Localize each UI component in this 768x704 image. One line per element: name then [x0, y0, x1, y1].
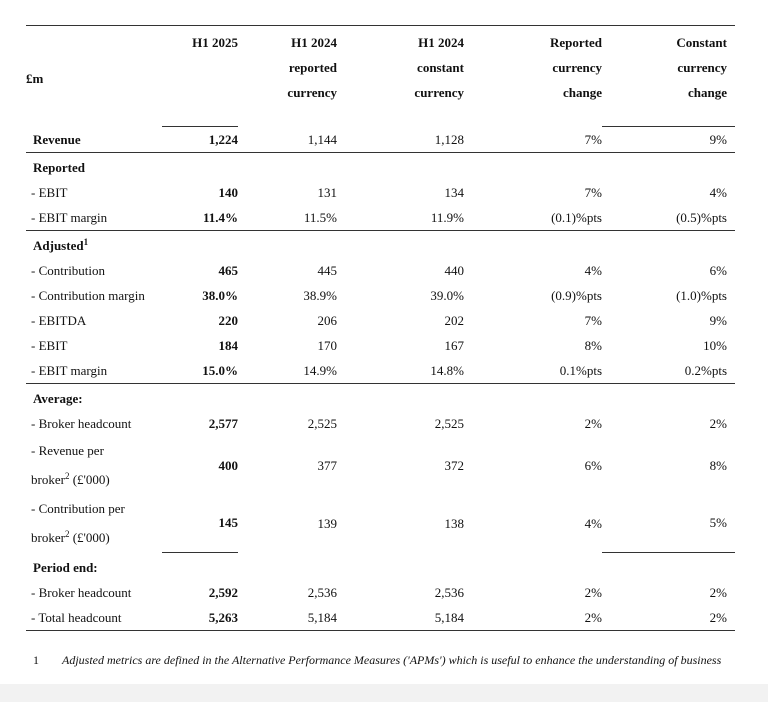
cell-reported-change: 7% — [584, 313, 602, 328]
table-row-ebitda — [26, 308, 735, 333]
cell-h1-2024-constant: 2,525 — [434, 416, 464, 431]
cell-h1-2024-reported: 1,144 — [238, 127, 337, 153]
cell-constant-change: 6% — [709, 263, 727, 278]
footnote-marker: 1 — [83, 237, 89, 247]
section-heading-average: Average: — [33, 391, 83, 406]
cell-reported-change: 4% — [584, 263, 602, 278]
cell-constant-change: 2% — [709, 584, 727, 600]
cell-constant-change: 8% — [709, 457, 727, 473]
cell-h1-2024-constant: 11.9% — [337, 205, 464, 231]
cell-h1-2024-reported: 377 — [317, 457, 337, 473]
col-header-h1-2025: H1 2025 — [162, 26, 238, 127]
cell-h1-2024-constant: 167 — [444, 338, 464, 353]
row-label: - Total headcount — [26, 605, 162, 631]
cell-constant-change: (0.5)%pts — [602, 205, 735, 231]
row-label: - EBIT — [31, 338, 68, 353]
cell-h1-2024-constant: 134 — [444, 185, 464, 200]
footnote-marker: 2 — [64, 529, 70, 539]
table-row-period-end-broker-headcount — [26, 580, 735, 605]
row-label: - EBITDA — [31, 313, 87, 328]
cell-reported-change: 6% — [584, 457, 602, 473]
cell-reported-change: 2% — [584, 584, 602, 600]
financial-summary-table — [26, 25, 735, 631]
table-row-reported-ebit — [26, 180, 735, 205]
cell-h1-2024-reported: 14.9% — [238, 358, 337, 384]
cell-h1-2025: 2,592 — [208, 584, 238, 600]
cell-h1-2024-constant: 39.0% — [430, 288, 464, 303]
cell-reported-change: 8% — [584, 338, 602, 353]
col-header-constant-change: Constant currency change — [602, 26, 735, 127]
cell-reported-change: 2% — [584, 416, 602, 431]
row-label: - EBIT margin — [26, 358, 162, 384]
table-row-contribution — [26, 258, 735, 283]
table-header-row — [26, 26, 735, 127]
cell-constant-change: (1.0)%pts — [676, 288, 727, 303]
cell-h1-2025: 145 — [162, 494, 238, 552]
cell-h1-2024-constant: 1,128 — [337, 127, 464, 153]
section-heading-adjusted: Adjusted$^1$ — [33, 237, 89, 253]
cell-h1-2025: 140 — [218, 185, 238, 200]
cell-h1-2024-reported: 2,536 — [307, 584, 337, 600]
cell-constant-change: 10% — [703, 338, 727, 353]
cell-h1-2024-reported: 131 — [317, 185, 337, 200]
cell-h1-2024-reported: 170 — [317, 338, 337, 353]
cell-constant-change: 9% — [709, 313, 727, 328]
cell-h1-2024-constant: 440 — [444, 263, 464, 278]
col-header-h1-2024-reported: H1 2024 reported currency — [238, 26, 337, 127]
cell-h1-2024-constant: 372 — [444, 457, 464, 473]
row-label: - Broker headcount — [31, 584, 132, 600]
cell-h1-2024-constant: 2,536 — [434, 584, 464, 600]
cell-reported-change: 4% — [584, 515, 602, 531]
row-label: - Contribution — [31, 263, 106, 278]
cell-h1-2024-constant: 138 — [444, 515, 464, 531]
table-row-contribution-margin — [26, 283, 735, 308]
section-heading-period-end: Period end: — [33, 559, 98, 575]
footnote-number: 1 — [33, 653, 39, 667]
table-row-reported-ebit-margin — [26, 205, 735, 231]
footnote-marker: 2 — [64, 471, 70, 481]
cell-constant-change: 0.2%pts — [602, 358, 735, 384]
row-label: - Contribution per broker$^2$ (£'000) — [31, 501, 125, 545]
cell-h1-2024-reported: 206 — [317, 313, 337, 328]
cell-constant-change: 2% — [709, 416, 727, 431]
table-row-average-broker-headcount — [26, 411, 735, 436]
table-row-revenue-per-broker — [26, 436, 735, 494]
cell-h1-2025: 220 — [218, 313, 238, 328]
footnote-text: Adjusted metrics are defined in the Alternative Performance Measures ('APMs') which is useful to enhance the understanding of business — [62, 653, 722, 667]
cell-h1-2024-reported: 139 — [317, 515, 337, 531]
cell-constant-change: 5% — [602, 494, 735, 552]
cell-h1-2025: 2,577 — [208, 416, 238, 431]
cell-h1-2025: 400 — [218, 457, 238, 473]
table-row-contribution-per-broker — [26, 494, 735, 552]
cell-h1-2024-reported: 11.5% — [238, 205, 337, 231]
cell-h1-2024-reported: 2,525 — [307, 416, 337, 431]
cell-h1-2025: 184 — [218, 338, 238, 353]
table-row-revenue — [26, 127, 735, 153]
row-label: - Broker headcount — [31, 416, 132, 431]
cell-constant-change: 9% — [602, 127, 735, 153]
cell-h1-2025: 5,263 — [162, 605, 238, 631]
col-header-reported-change: Reported currency change — [464, 26, 602, 127]
cell-reported-change: (0.1)%pts — [464, 205, 602, 231]
cell-h1-2024-constant: 5,184 — [337, 605, 464, 631]
row-label: - Revenue per broker$^2$ (£'000) — [31, 443, 110, 487]
cell-reported-change: 0.1%pts — [464, 358, 602, 384]
page-bottom-band — [0, 684, 768, 702]
cell-reported-change: (0.9)%pts — [551, 288, 602, 303]
table-row-adjusted-ebit — [26, 333, 735, 358]
cell-h1-2025: 38.0% — [202, 288, 238, 303]
cell-reported-change: 7% — [464, 127, 602, 153]
row-label: - EBIT margin — [26, 205, 162, 231]
cell-h1-2024-reported: 5,184 — [238, 605, 337, 631]
cell-h1-2025: 1,224 — [162, 127, 238, 153]
row-label: - Contribution margin — [31, 288, 145, 303]
cell-h1-2025: 11.4% — [162, 205, 238, 231]
row-label: - EBIT — [31, 185, 68, 200]
cell-h1-2024-reported: 38.9% — [303, 288, 337, 303]
cell-h1-2024-constant: 14.8% — [337, 358, 464, 384]
table-row-total-headcount — [26, 605, 735, 631]
col-header-h1-2024-constant: H1 2024 constant currency — [337, 26, 464, 127]
cell-constant-change: 2% — [602, 605, 735, 631]
section-heading-reported: Reported — [33, 160, 85, 175]
table-row-adjusted-ebit-margin — [26, 358, 735, 384]
cell-h1-2024-constant: 202 — [444, 313, 464, 328]
cell-reported-change: 2% — [464, 605, 602, 631]
cell-h1-2025: 15.0% — [162, 358, 238, 384]
row-label: Revenue — [26, 127, 162, 153]
cell-h1-2024-reported: 445 — [317, 263, 337, 278]
cell-h1-2025: 465 — [218, 263, 238, 278]
unit-label: £m — [26, 26, 162, 127]
cell-constant-change: 4% — [709, 185, 727, 200]
cell-reported-change: 7% — [584, 185, 602, 200]
